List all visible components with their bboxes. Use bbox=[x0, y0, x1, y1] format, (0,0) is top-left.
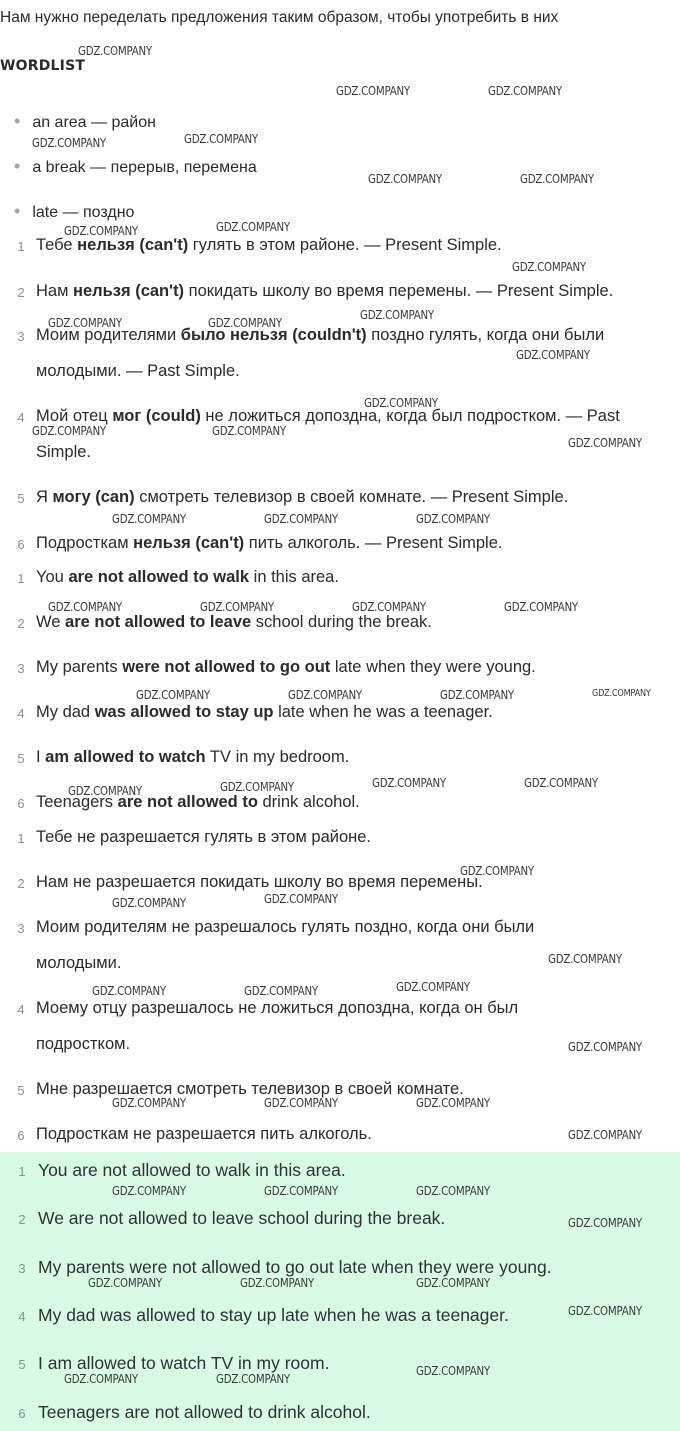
watermark: GDZ.COMPANY bbox=[396, 979, 470, 994]
watermark: GDZ.COMPANY bbox=[416, 1363, 490, 1378]
watermark: GDZ.COMPANY bbox=[592, 688, 651, 699]
watermark: GDZ.COMPANY bbox=[32, 135, 106, 150]
watermark: GDZ.COMPANY bbox=[48, 599, 122, 614]
watermark: GDZ.COMPANY bbox=[92, 983, 166, 998]
watermark: GDZ.COMPANY bbox=[440, 687, 514, 702]
watermark: GDZ.COMPANY bbox=[524, 775, 598, 790]
bullet-icon: • bbox=[14, 201, 21, 221]
watermark: GDZ.COMPANY bbox=[68, 783, 142, 798]
watermark: GDZ.COMPANY bbox=[184, 131, 258, 146]
watermark: GDZ.COMPANY bbox=[88, 1275, 162, 1290]
watermark: GDZ.COMPANY bbox=[112, 1183, 186, 1198]
watermark: GDZ.COMPANY bbox=[360, 307, 434, 322]
bullet-icon: • bbox=[14, 111, 21, 131]
watermark: GDZ.COMPANY bbox=[568, 1127, 642, 1142]
watermark: GDZ.COMPANY bbox=[568, 435, 642, 450]
watermark: GDZ.COMPANY bbox=[512, 259, 586, 274]
watermark: GDZ.COMPANY bbox=[112, 895, 186, 910]
watermark: GDZ.COMPANY bbox=[64, 1371, 138, 1386]
watermark: GDZ.COMPANY bbox=[568, 1215, 642, 1230]
watermark: GDZ.COMPANY bbox=[352, 599, 426, 614]
watermark: GDZ.COMPANY bbox=[200, 599, 274, 614]
watermark: GDZ.COMPANY bbox=[416, 1183, 490, 1198]
watermark: GDZ.COMPANY bbox=[216, 1371, 290, 1386]
watermark: GDZ.COMPANY bbox=[288, 687, 362, 702]
watermark: GDZ.COMPANY bbox=[208, 315, 282, 330]
watermark: GDZ.COMPANY bbox=[264, 891, 338, 906]
watermark: GDZ.COMPANY bbox=[416, 511, 490, 526]
watermark: GDZ.COMPANY bbox=[264, 1183, 338, 1198]
wordlist-title: WORDLIST bbox=[0, 58, 86, 74]
watermark: GDZ.COMPANY bbox=[368, 171, 442, 186]
watermark: GDZ.COMPANY bbox=[460, 863, 534, 878]
watermark: GDZ.COMPANY bbox=[216, 219, 290, 234]
watermark: GDZ.COMPANY bbox=[32, 423, 106, 438]
watermark: GDZ.COMPANY bbox=[48, 315, 122, 330]
wordlist-item: • an area — район bbox=[14, 111, 156, 131]
watermark: GDZ.COMPANY bbox=[112, 511, 186, 526]
watermark: GDZ.COMPANY bbox=[568, 1303, 642, 1318]
watermark: GDZ.COMPANY bbox=[488, 83, 562, 98]
watermark: GDZ.COMPANY bbox=[372, 775, 446, 790]
wordlist-item: • late — поздно bbox=[14, 201, 135, 221]
watermark: GDZ.COMPANY bbox=[112, 1095, 186, 1110]
intro-text: Нам нужно переделать предложения таким образом, чтобы употребить в них bbox=[0, 9, 559, 26]
watermark: GDZ.COMPANY bbox=[264, 511, 338, 526]
watermark: GDZ.COMPANY bbox=[364, 395, 438, 410]
answer-box: 1 You are not allowed to walk in this area. 2 We are not allowed to leave school during the break. 3 My parents were not allowed to go out late when they were young. 4 My dad was allowed to stay up late when he was a teenager. 5 I am allowed to watch TV in my room. 6 Teenagers are not allowed to drink alcohol. bbox=[0, 1152, 680, 1431]
watermark: GDZ.COMPANY bbox=[516, 347, 590, 362]
watermark: GDZ.COMPANY bbox=[212, 423, 286, 438]
watermark: GDZ.COMPANY bbox=[568, 1039, 642, 1054]
watermark: GDZ.COMPANY bbox=[504, 599, 578, 614]
watermark: GDZ.COMPANY bbox=[136, 687, 210, 702]
watermark: GDZ.COMPANY bbox=[548, 951, 622, 966]
watermark: GDZ.COMPANY bbox=[264, 1095, 338, 1110]
watermark: GDZ.COMPANY bbox=[244, 983, 318, 998]
watermark: GDZ.COMPANY bbox=[416, 1095, 490, 1110]
bullet-icon: • bbox=[14, 156, 21, 176]
watermark: GDZ.COMPANY bbox=[220, 779, 294, 794]
watermark: GDZ.COMPANY bbox=[64, 223, 138, 238]
wordlist-item: • a break — перерыв, перемена bbox=[14, 156, 257, 176]
watermark: GDZ.COMPANY bbox=[416, 1275, 490, 1290]
watermark: GDZ.COMPANY bbox=[520, 171, 594, 186]
watermark: GDZ.COMPANY bbox=[240, 1275, 314, 1290]
watermark: GDZ.COMPANY bbox=[336, 83, 410, 98]
watermark: GDZ.COMPANY bbox=[78, 43, 152, 58]
